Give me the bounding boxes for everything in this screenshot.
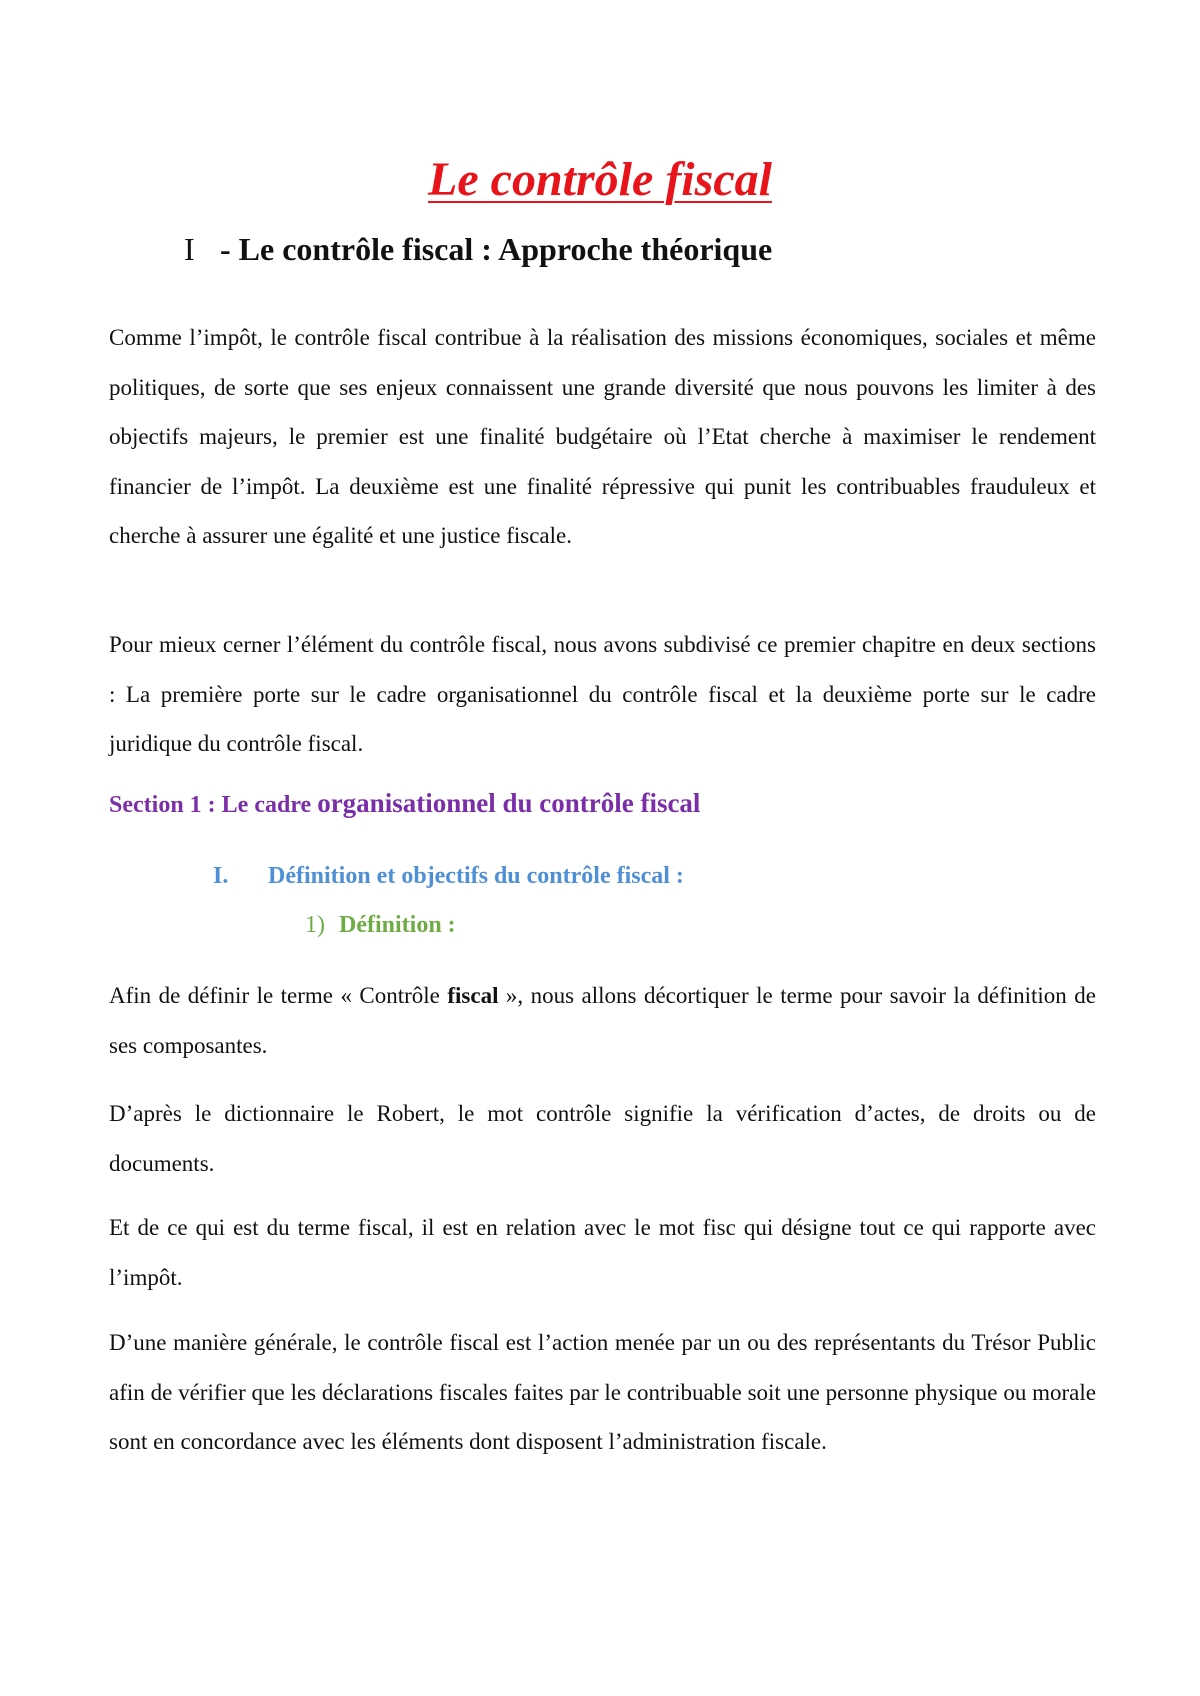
section-title-end: organisationnel du contrôle fiscal [317, 788, 701, 818]
definition-p1-before: Afin de définir le terme « Contrôle [109, 983, 448, 1008]
definition-paragraph-2: D’après le dictionnaire le Robert, le mot contrôle signifie la vérification d’actes, de droits ou de documents. [109, 1101, 1096, 1176]
subsection-number: I. [213, 863, 229, 889]
part-number: I [184, 231, 195, 267]
definition-paragraph-3: Et de ce qui est du terme fiscal, il est en relation avec le mot fisc qui désigne tout ce qui rapporte avec l’impôt. [109, 1215, 1096, 1290]
definition-p1-after: », nous allons décortiquer le terme pour savoir la définition de ses composantes. [109, 983, 1096, 1058]
section-title-start: Section 1 : Le cadre [109, 792, 318, 818]
part-heading [184, 229, 772, 269]
part-title: - Le contrôle fiscal : Approche théorique [220, 231, 773, 267]
definition-paragraph-1 [109, 971, 1096, 1070]
subsubsection-number: 1) [305, 912, 325, 938]
definition-p1-bold: fiscal [447, 983, 499, 1008]
subsubsection-heading [305, 905, 456, 945]
definition-paragraph-4: D’une manière générale, le contrôle fiscal est l’action menée par un ou des représentants du Trésor Public afin de vérifier que les déclarations fiscales faites par le contribuable soit une personne physique ou morale sont en concordance avec les éléments dont disposent l’administration fiscale. [109, 1330, 1096, 1454]
intro-paragraph-2: Pour mieux cerner l’élément du contrôle fiscal, nous avons subdivisé ce premier chapitre en deux sections : La première porte sur le cadre organisationnel du contrôle fiscal et la deuxième porte sur le cadre juridique du contrôle fiscal. [109, 632, 1096, 756]
document-title: Le contrôle fiscal [428, 153, 772, 206]
subsection-title: Définition et objectifs du contrôle fiscal : [268, 863, 684, 889]
intro-paragraph-1: Comme l’impôt, le contrôle fiscal contribue à la réalisation des missions économiques, sociales et même politiques, de sorte que ses enjeux connaissent une grande diversité que nous pouvons les limiter à des objectifs majeurs, le premier est une finalité budgétaire où l’Etat cherche à maximiser le rendement financier de l’impôt. La deuxième est une finalité répressive qui punit les contribuables frauduleux et cherche à assurer une égalité et une justice fiscale. [109, 325, 1096, 548]
subsubsection-title: Définition : [339, 912, 456, 938]
subsection-heading [213, 856, 684, 896]
section-heading [109, 783, 700, 825]
